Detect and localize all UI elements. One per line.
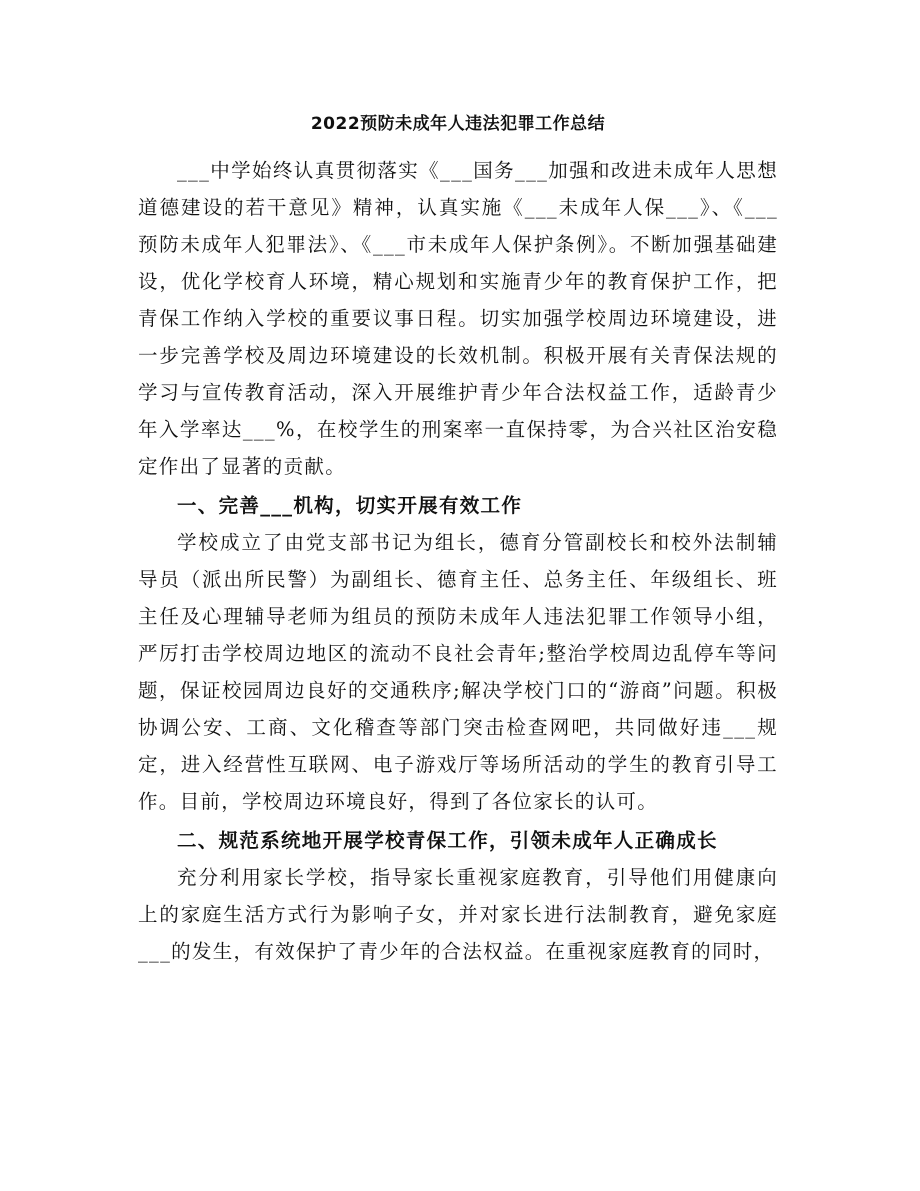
section-2-heading: 二、规范系统地开展学校青保工作，引领未成年人正确成长 bbox=[177, 829, 718, 852]
section-1-heading: 一、完善___机构，切实开展有效工作 bbox=[177, 494, 523, 517]
section-1-paragraph: 学校成立了由党支部书记为组长，德育分管副校长和校外法制辅导员（派出所民警）为副组长、德育主任、总务主任、年级组长、班主任及心理辅导老师为组员的预防未成年人违法犯罪工作领导小组，严厉打击学校周边地区的流动不良社会青年;整治学校周边乱停车等问题，保证校园周边良好的交通秩序;解决学校门口的“游商”问题。积极协调公安、工商、文化稽查等部门突击检查网吧，共同做好违___规定，进入经营性互联网、电子游戏厅等场所活动的学生的教育引导工作。目前，学校周边环境良好，得到了各位家长的认可。 bbox=[138, 531, 778, 813]
section-2-paragraph: 充分利用家长学校，指导家长重视家庭教育，引导他们用健康向上的家庭生活方式行为影响子女，并对家长进行法制教育，避免家庭___的发生，有效保护了青少年的合法权益。在重视家庭教育的同时， bbox=[138, 866, 778, 963]
document-title: 2022预防未成年人违法犯罪工作总结 bbox=[310, 114, 606, 134]
intro-paragraph: ___中学始终认真贯彻落实《___国务___加强和改进未成年人思想道德建设的若干意见》精神，认真实施《___未成年人保___》、《___预防未成年人犯罪法》、《___市未成年人保护条例》。不断加强基础建设，优化学校育人环境，精心规划和实施青少年的教育保护工作，把青保工作纳入学校的重要议事日程。切实加强学校周边环境建设，进一步完善学校及周边环境建设的长效机制。积极开展有关青保法规的学习与宣传教育活动，深入开展维护青少年合法权益工作，适龄青少年入学率达___%，在校学生的刑案率一直保持零，为合兴社区治安稳定作出了显著的贡献。 bbox=[138, 159, 778, 478]
document-page bbox=[138, 112, 778, 970]
